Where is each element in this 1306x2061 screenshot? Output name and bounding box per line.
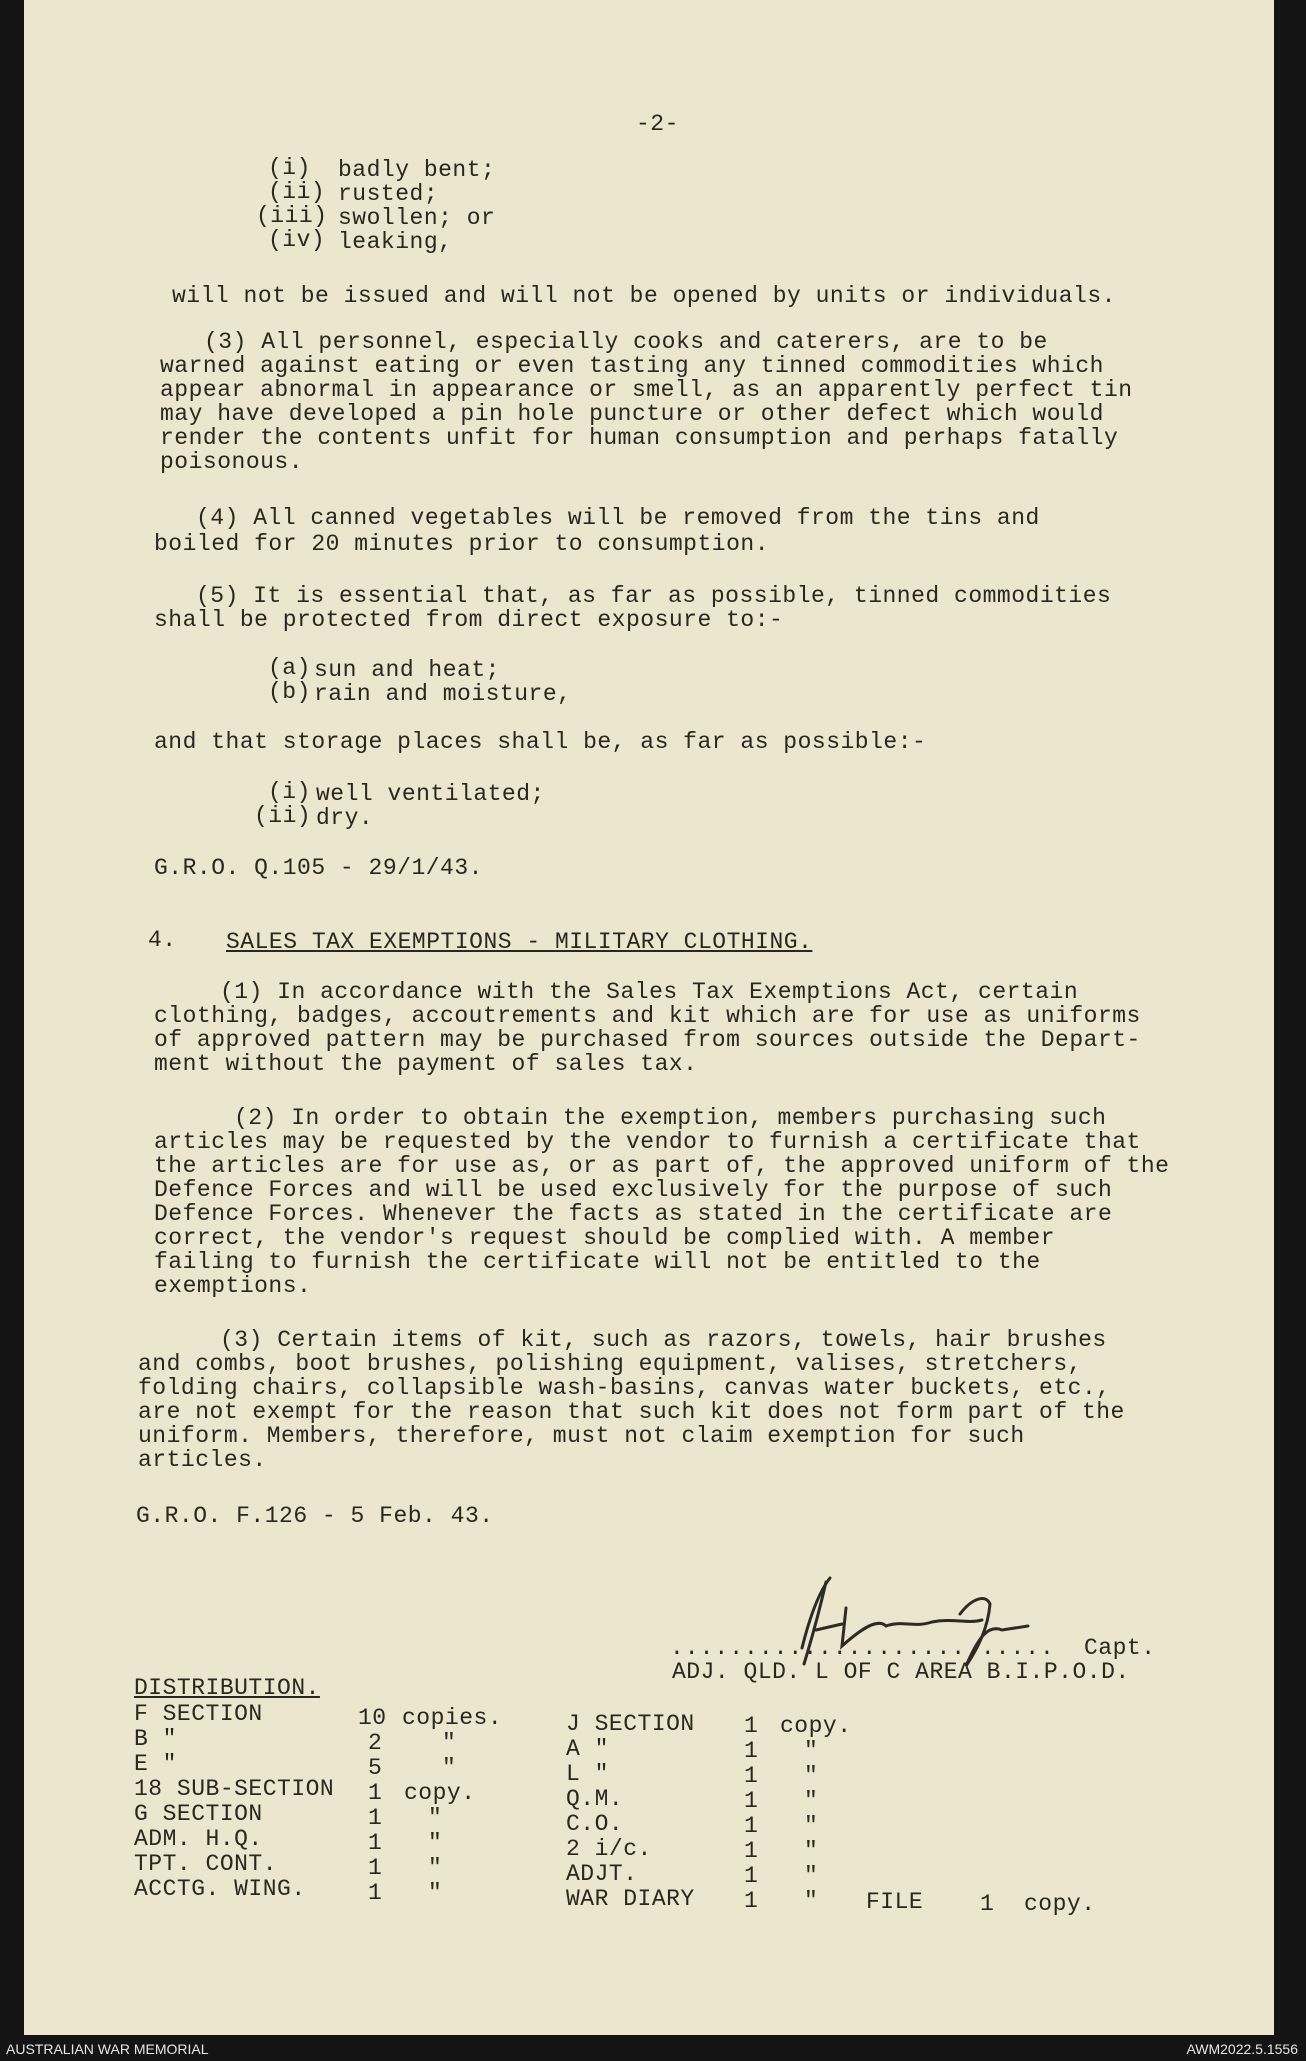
list-item-number: (iv) <box>268 227 326 253</box>
distribution-name: 2 i/c. <box>566 1836 652 1862</box>
para3-line: may have developed a pin hole puncture or other defect which would <box>160 401 1104 427</box>
para4-line: boiled for 20 minutes prior to consumption. <box>154 531 769 557</box>
list-item-number: (b) <box>268 679 311 705</box>
s4p3-line: folding chairs, collapsible wash-basins, canvas water buckets, etc., <box>138 1375 1111 1401</box>
distribution-heading: DISTRIBUTION. <box>134 1675 320 1701</box>
list-item-text: dry. <box>316 805 374 831</box>
para4-line: (4) All canned vegetables will be removed from the tins and <box>196 505 1040 531</box>
para5-line: shall be protected from direct exposure to:- <box>154 607 784 633</box>
distribution-count: 1 <box>744 1888 759 1914</box>
distribution-unit: " <box>428 1880 443 1906</box>
distribution-file-name: FILE <box>866 1889 924 1915</box>
s4p2-line: exemptions. <box>154 1273 312 1299</box>
distribution-unit: " <box>428 1855 443 1881</box>
list-item-number: (ii) <box>268 179 326 205</box>
signature-line: .......................... <box>670 1635 1055 1661</box>
distribution-name: TPT. CONT. <box>134 1851 278 1877</box>
gro-reference: G.R.O. Q.105 - 29/1/43. <box>154 855 483 881</box>
distribution-count: 5 <box>368 1755 383 1781</box>
list-item-number: (i) <box>268 155 311 181</box>
s4p2-line: Defence Forces. Whenever the facts as stated in the certificate are <box>154 1201 1113 1227</box>
distribution-count: 1 <box>368 1805 383 1831</box>
distribution-count: 2 <box>368 1730 383 1756</box>
distribution-name: L " <box>566 1761 609 1787</box>
s4p2-line: Defence Forces and will be used exclusively for the purpose of such <box>154 1177 1113 1203</box>
distribution-file-unit: copy. <box>1024 1891 1096 1917</box>
list-item-number: (i) <box>268 779 311 805</box>
distribution-count: 1 <box>368 1780 383 1806</box>
distribution-count: 1 <box>368 1855 383 1881</box>
document-page <box>24 0 1274 2035</box>
distribution-name: ACCTG. WING. <box>134 1876 306 1902</box>
list-item-text: rusted; <box>338 181 439 207</box>
distribution-unit: " <box>442 1755 457 1781</box>
para3-line: (3) All personnel, especially cooks and caterers, are to be <box>204 329 1048 355</box>
distribution-name: A " <box>566 1736 609 1762</box>
s4p1-line: of approved pattern may be purchased from sources outside the Depart- <box>154 1027 1141 1053</box>
distribution-unit: " <box>442 1730 457 1756</box>
distribution-name: ADM. H.Q. <box>134 1826 263 1852</box>
para3-line: appear abnormal in appearance or smell, as an apparently perfect tin <box>160 377 1133 403</box>
s4p3-line: uniform. Members, therefore, must not claim exemption for such <box>138 1423 1025 1449</box>
distribution-count: 1 <box>744 1713 759 1739</box>
distribution-unit: " <box>804 1888 819 1914</box>
distribution-name: C.O. <box>566 1811 624 1837</box>
s4p2-line: failing to furnish the certificate will not be entitled to the <box>154 1249 1041 1275</box>
body-line: and that storage places shall be, as far as possible:- <box>154 729 927 755</box>
para3-line: poisonous. <box>160 449 304 475</box>
footer-reference: AWM2022.5.1556 <box>1186 2041 1298 2057</box>
distribution-count: 10 <box>358 1705 387 1731</box>
s4p2-line: correct, the vendor's request should be complied with. A member <box>154 1225 1056 1251</box>
distribution-count: 1 <box>368 1880 383 1906</box>
distribution-file-count: 1 <box>980 1891 995 1917</box>
distribution-unit: copy. <box>404 1780 476 1806</box>
distribution-unit: " <box>804 1838 819 1864</box>
section-title: SALES TAX EXEMPTIONS - MILITARY CLOTHING. <box>226 929 813 955</box>
s4p1-line: ment without the payment of sales tax. <box>154 1051 698 1077</box>
archive-footer <box>0 2035 1306 2061</box>
s4p3-line: are not exempt for the reason that such kit does not form part of the <box>138 1399 1125 1425</box>
distribution-unit: " <box>804 1813 819 1839</box>
distribution-name: Q.M. <box>566 1786 624 1812</box>
s4p1-line: (1) In accordance with the Sales Tax Exemptions Act, certain <box>220 979 1079 1005</box>
para5-line: (5) It is essential that, as far as possible, tinned commodities <box>196 583 1112 609</box>
distribution-name: ADJT. <box>566 1861 638 1887</box>
para3-line: render the contents unfit for human consumption and perhaps fatally <box>160 425 1119 451</box>
distribution-name: B " <box>134 1726 177 1752</box>
distribution-unit: " <box>428 1805 443 1831</box>
distribution-unit: " <box>804 1738 819 1764</box>
list-item-text: sun and heat; <box>314 657 500 683</box>
footer-institution: AUSTRALIAN WAR MEMORIAL <box>6 2041 209 2057</box>
list-item-number: (a) <box>268 655 311 681</box>
distribution-count: 1 <box>368 1830 383 1856</box>
distribution-name: J SECTION <box>566 1711 695 1737</box>
s4p2-line: (2) In order to obtain the exemption, members purchasing such <box>234 1105 1107 1131</box>
distribution-unit: copy. <box>780 1713 852 1739</box>
distribution-count: 1 <box>744 1813 759 1839</box>
list-item-text: well ventilated; <box>316 781 545 807</box>
distribution-name: WAR DIARY <box>566 1886 695 1912</box>
list-item-number: (ii) <box>254 803 312 829</box>
list-item-text: swollen; or <box>338 205 496 231</box>
distribution-unit: " <box>428 1830 443 1856</box>
s4p1-line: clothing, badges, accoutrements and kit which are for use as uniforms <box>154 1003 1141 1029</box>
list-item-text: badly bent; <box>338 157 496 183</box>
s4p3-line: (3) Certain items of kit, such as razors, towels, hair brushes <box>220 1327 1107 1353</box>
distribution-count: 1 <box>744 1788 759 1814</box>
s4p3-line: articles. <box>138 1447 267 1473</box>
list-item-text: rain and moisture, <box>314 681 572 707</box>
para3-line: warned against eating or even tasting any tinned commodities which <box>160 353 1104 379</box>
body-line: will not be issued and will not be opened by units or individuals. <box>172 283 1116 309</box>
distribution-unit: copies. <box>402 1705 503 1731</box>
distribution-unit: " <box>804 1788 819 1814</box>
distribution-name: E " <box>134 1751 177 1777</box>
signature-appointment: ADJ. QLD. L OF C AREA B.I.P.O.D. <box>672 1659 1130 1685</box>
s4p3-line: and combs, boot brushes, polishing equipment, valises, stretchers, <box>138 1351 1082 1377</box>
distribution-name: G SECTION <box>134 1801 263 1827</box>
list-item-number: (iii) <box>256 203 328 229</box>
list-item-text: leaking, <box>338 229 453 255</box>
s4p2-line: articles may be requested by the vendor to furnish a certificate that <box>154 1129 1141 1155</box>
distribution-count: 1 <box>744 1738 759 1764</box>
distribution-count: 1 <box>744 1863 759 1889</box>
distribution-count: 1 <box>744 1763 759 1789</box>
signature-rank: Capt. <box>1084 1635 1156 1661</box>
s4p2-line: the articles are for use as, or as part of, the approved uniform of the <box>154 1153 1170 1179</box>
section-number: 4. <box>148 927 177 953</box>
distribution-name: F SECTION <box>134 1701 263 1727</box>
distribution-unit: " <box>804 1763 819 1789</box>
page-number: -2- <box>636 111 679 137</box>
distribution-count: 1 <box>744 1838 759 1864</box>
gro-reference: G.R.O. F.126 - 5 Feb. 43. <box>136 1503 494 1529</box>
distribution-name: 18 SUB-SECTION <box>134 1776 335 1802</box>
distribution-unit: " <box>804 1863 819 1889</box>
